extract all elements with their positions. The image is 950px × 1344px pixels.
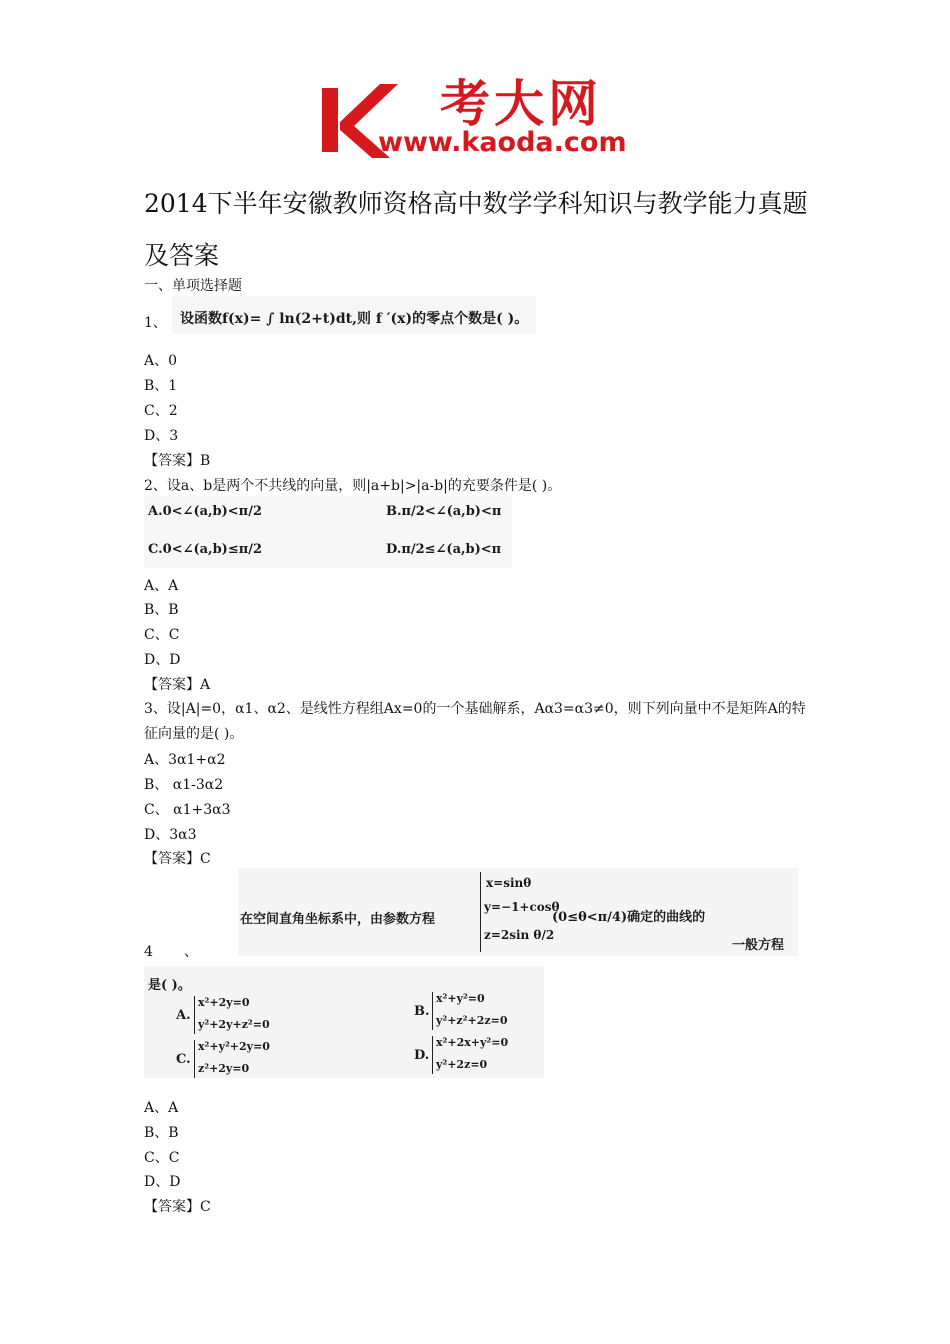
q4-parametric-image (238, 868, 798, 956)
q4-brace (480, 872, 481, 952)
q2-option-c: C、C (144, 627, 180, 643)
q4-answer: 【答案】C (144, 1199, 211, 1215)
q2-choice-a: A.0<∠(a,b)<π/2 (148, 504, 262, 519)
q4-number: 4 (144, 944, 153, 960)
q3-option-d: D、3α3 (144, 827, 197, 843)
q3-option-b: B、 α1-3α2 (144, 777, 224, 793)
logo-url-text: www.kaoda.com (378, 127, 627, 158)
q4-choices-image (144, 966, 544, 1078)
q2-option-b: B、B (144, 602, 179, 618)
q4-choice-b1: x²+y²=0 (436, 992, 485, 1005)
q2-stem: 2、设a、b是两个不共线的向量，则|a+b|>|a-b|的充要条件是( )。 (144, 478, 562, 494)
q4-choice-c1: x²+y²+2y=0 (198, 1040, 270, 1053)
q3-option-c: C、 α1+3α3 (144, 802, 231, 818)
q1-option-a: A、0 (144, 353, 178, 369)
q4-option-b: B、B (144, 1125, 179, 1141)
q3-option-a: A、3α1+α2 (144, 752, 226, 768)
kaoda-logo[interactable] (318, 75, 648, 160)
q4-option-c: C、C (144, 1150, 180, 1166)
q4-choice-d-brace (432, 1036, 433, 1074)
q4-choice-d2: y²+2z=0 (436, 1058, 488, 1071)
q4-eq3: z=2sin θ/2 (484, 928, 555, 942)
q4-tail: 是( )。 (148, 978, 191, 993)
q1-option-d: D、3 (144, 428, 179, 444)
section-heading: 一、单项选择题 (144, 278, 242, 294)
q4-range: (0≤θ<π/4)确定的曲线的 (552, 910, 706, 925)
q2-option-a: A、A (144, 578, 179, 594)
q1-option-c: C、2 (144, 403, 178, 419)
q4-separator: 、 (184, 944, 198, 960)
q4-eq2: y=−1+cosθ (484, 900, 560, 914)
q2-option-d: D、D (144, 652, 181, 668)
q4-choice-d1: x²+2x+y²=0 (436, 1036, 509, 1049)
q3-stem: 3、设|A|=0，α1、α2、是线性方程组Ax=0的一个基础解系，Aα3=α3≠0，则下列向量中不是矩阵A的特征向量的是( )。 (144, 701, 806, 742)
q4-prefix: 在空间直角坐标系中，由参数方程 (240, 912, 436, 927)
q1-number: 1、 (144, 315, 167, 331)
q4-choice-b-brace (432, 992, 433, 1030)
logo-brand-text: 考大网 (440, 75, 602, 133)
q1-option-b: B、1 (144, 378, 178, 394)
q4-choice-b-label: B. (414, 1004, 430, 1019)
q1-formula-image (172, 296, 536, 334)
q1-answer: 【答案】B (144, 453, 211, 469)
q2-choice-c: C.0<∠(a,b)≤π/2 (148, 542, 263, 557)
q2-choice-b: B.π/2<∠(a,b)<π (386, 504, 502, 519)
q4-option-a: A、A (144, 1100, 179, 1116)
q2-answer: 【答案】A (144, 677, 211, 693)
q4-choice-c2: z²+2y=0 (198, 1062, 250, 1075)
q4-choice-a2: y²+2y+z²=0 (198, 1018, 270, 1031)
q4-choice-a-brace (194, 996, 195, 1034)
q2-choice-d: D.π/2≤∠(a,b)<π (386, 542, 502, 557)
q4-option-d: D、D (144, 1174, 181, 1190)
q4-choice-c-brace (194, 1040, 195, 1078)
q3-answer: 【答案】C (144, 851, 211, 867)
q4-choice-a-label: A. (176, 1008, 191, 1023)
q2-choices-image (144, 496, 512, 568)
q4-eq1: x=sinθ (486, 876, 532, 890)
q4-choice-c-label: C. (176, 1052, 191, 1067)
q1-formula-text: 设函数f(x)= ∫ ln(2+t)dt,则 f ′(x)的零点个数是( )。 (180, 311, 529, 327)
document-title: 2014下半年安徽教师资格高中数学学科知识与教学能力真题及答案 (144, 189, 808, 270)
q4-suffix: 一般方程 (732, 938, 785, 953)
q4-choice-a1: x²+2y=0 (198, 996, 250, 1009)
q4-choice-d-label: D. (414, 1048, 430, 1063)
q4-choice-b2: y²+z²+2z=0 (436, 1014, 508, 1027)
